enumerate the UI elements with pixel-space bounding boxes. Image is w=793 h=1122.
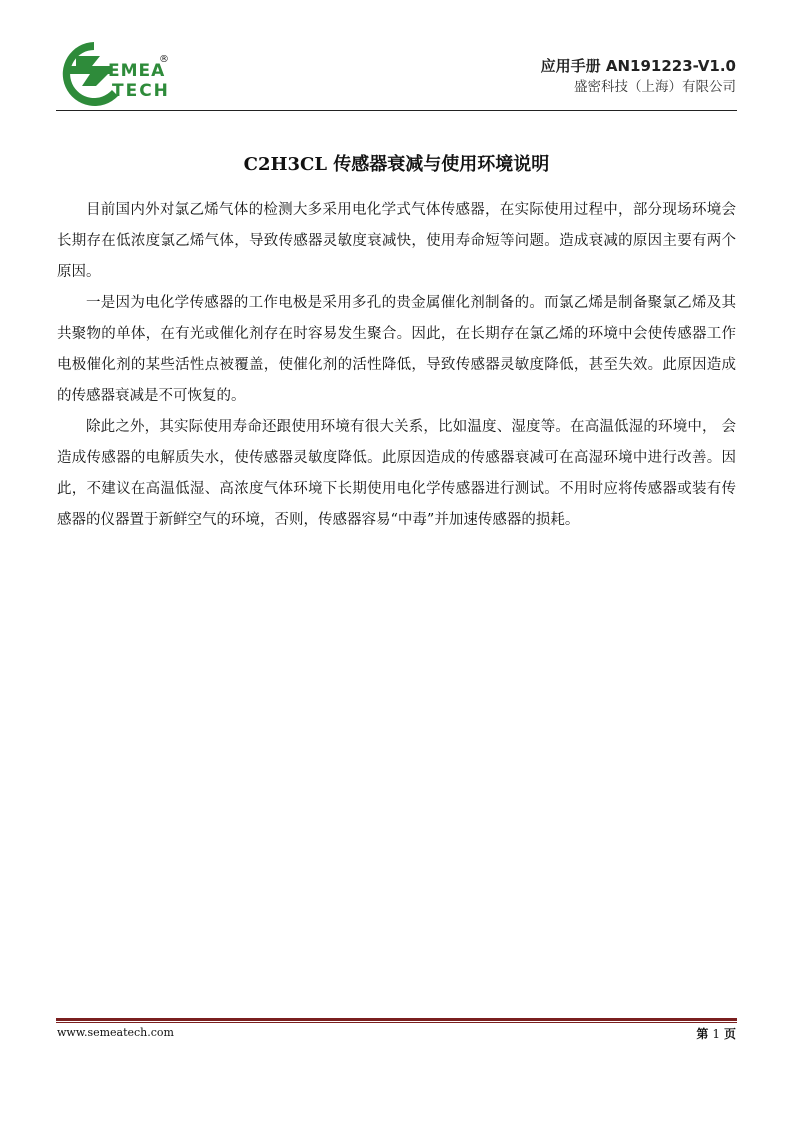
document-title: C2H3CL 传感器衰减与使用环境说明: [243, 154, 550, 175]
paragraph: 目前国内外对氯乙烯气体的检测大多采用电化学式气体传感器，在实际使用过程中，部分现场环境会长期存在低浓度氯乙烯气体，导致传感器灵敏度衰减快，使用寿命短等问题。造成衰减的原因主要有两个原因。: [57, 202, 736, 280]
logo-text-bottom: TECH: [112, 81, 170, 101]
page-number-value: 1: [712, 1027, 720, 1041]
footer-divider: [56, 1018, 737, 1021]
header-info: [541, 56, 736, 97]
page-suffix: 页: [723, 1027, 736, 1041]
footer-divider-thin: [56, 1022, 737, 1023]
page-number: [696, 1025, 736, 1042]
footer-website: www.semeatech.com: [57, 1026, 174, 1039]
registered-mark: ®: [159, 54, 169, 65]
paragraph: 一是因为电化学传感器的工作电极是采用多孔的贵金属催化剂制备的。而氯乙烯是制备聚氯乙烯及其共聚物的单体，在有光或催化剂存在时容易发生聚合。因此，在长期存在氯乙烯的环境中会使传感器工作电极催化剂的某些活性点被覆盖，使催化剂的活性降低，导致传感器灵敏度降低，甚至失效。此原因造成的传感器衰减是不可恢复的。: [57, 295, 736, 404]
semeatech-logo: [56, 36, 174, 114]
header-divider: [56, 110, 737, 111]
company-name: 盛密科技（上海）有限公司: [574, 79, 736, 95]
paragraph: 除此之外，其实际使用寿命还跟使用环境有很大关系，比如温度、湿度等。在高温低湿的环境中， 会造成传感器的电解质失水，使传感器灵敏度降低。此原因造成的传感器衰减可在高湿环境中进行改善。因此，不建议在高温低湿、高浓度气体环境下长期使用电化学传感器进行测试。不用时应将传感器或装有传感器的仪器置于新鲜空气的环境，否则，传感器容易“中毒”并加速传感器的损耗。: [57, 419, 736, 528]
logo-text-top: EMEA: [108, 61, 166, 81]
document-body: [57, 195, 736, 536]
page-prefix: 第: [696, 1027, 709, 1041]
document-code: 应用手册 AN191223-V1.0: [540, 57, 736, 75]
